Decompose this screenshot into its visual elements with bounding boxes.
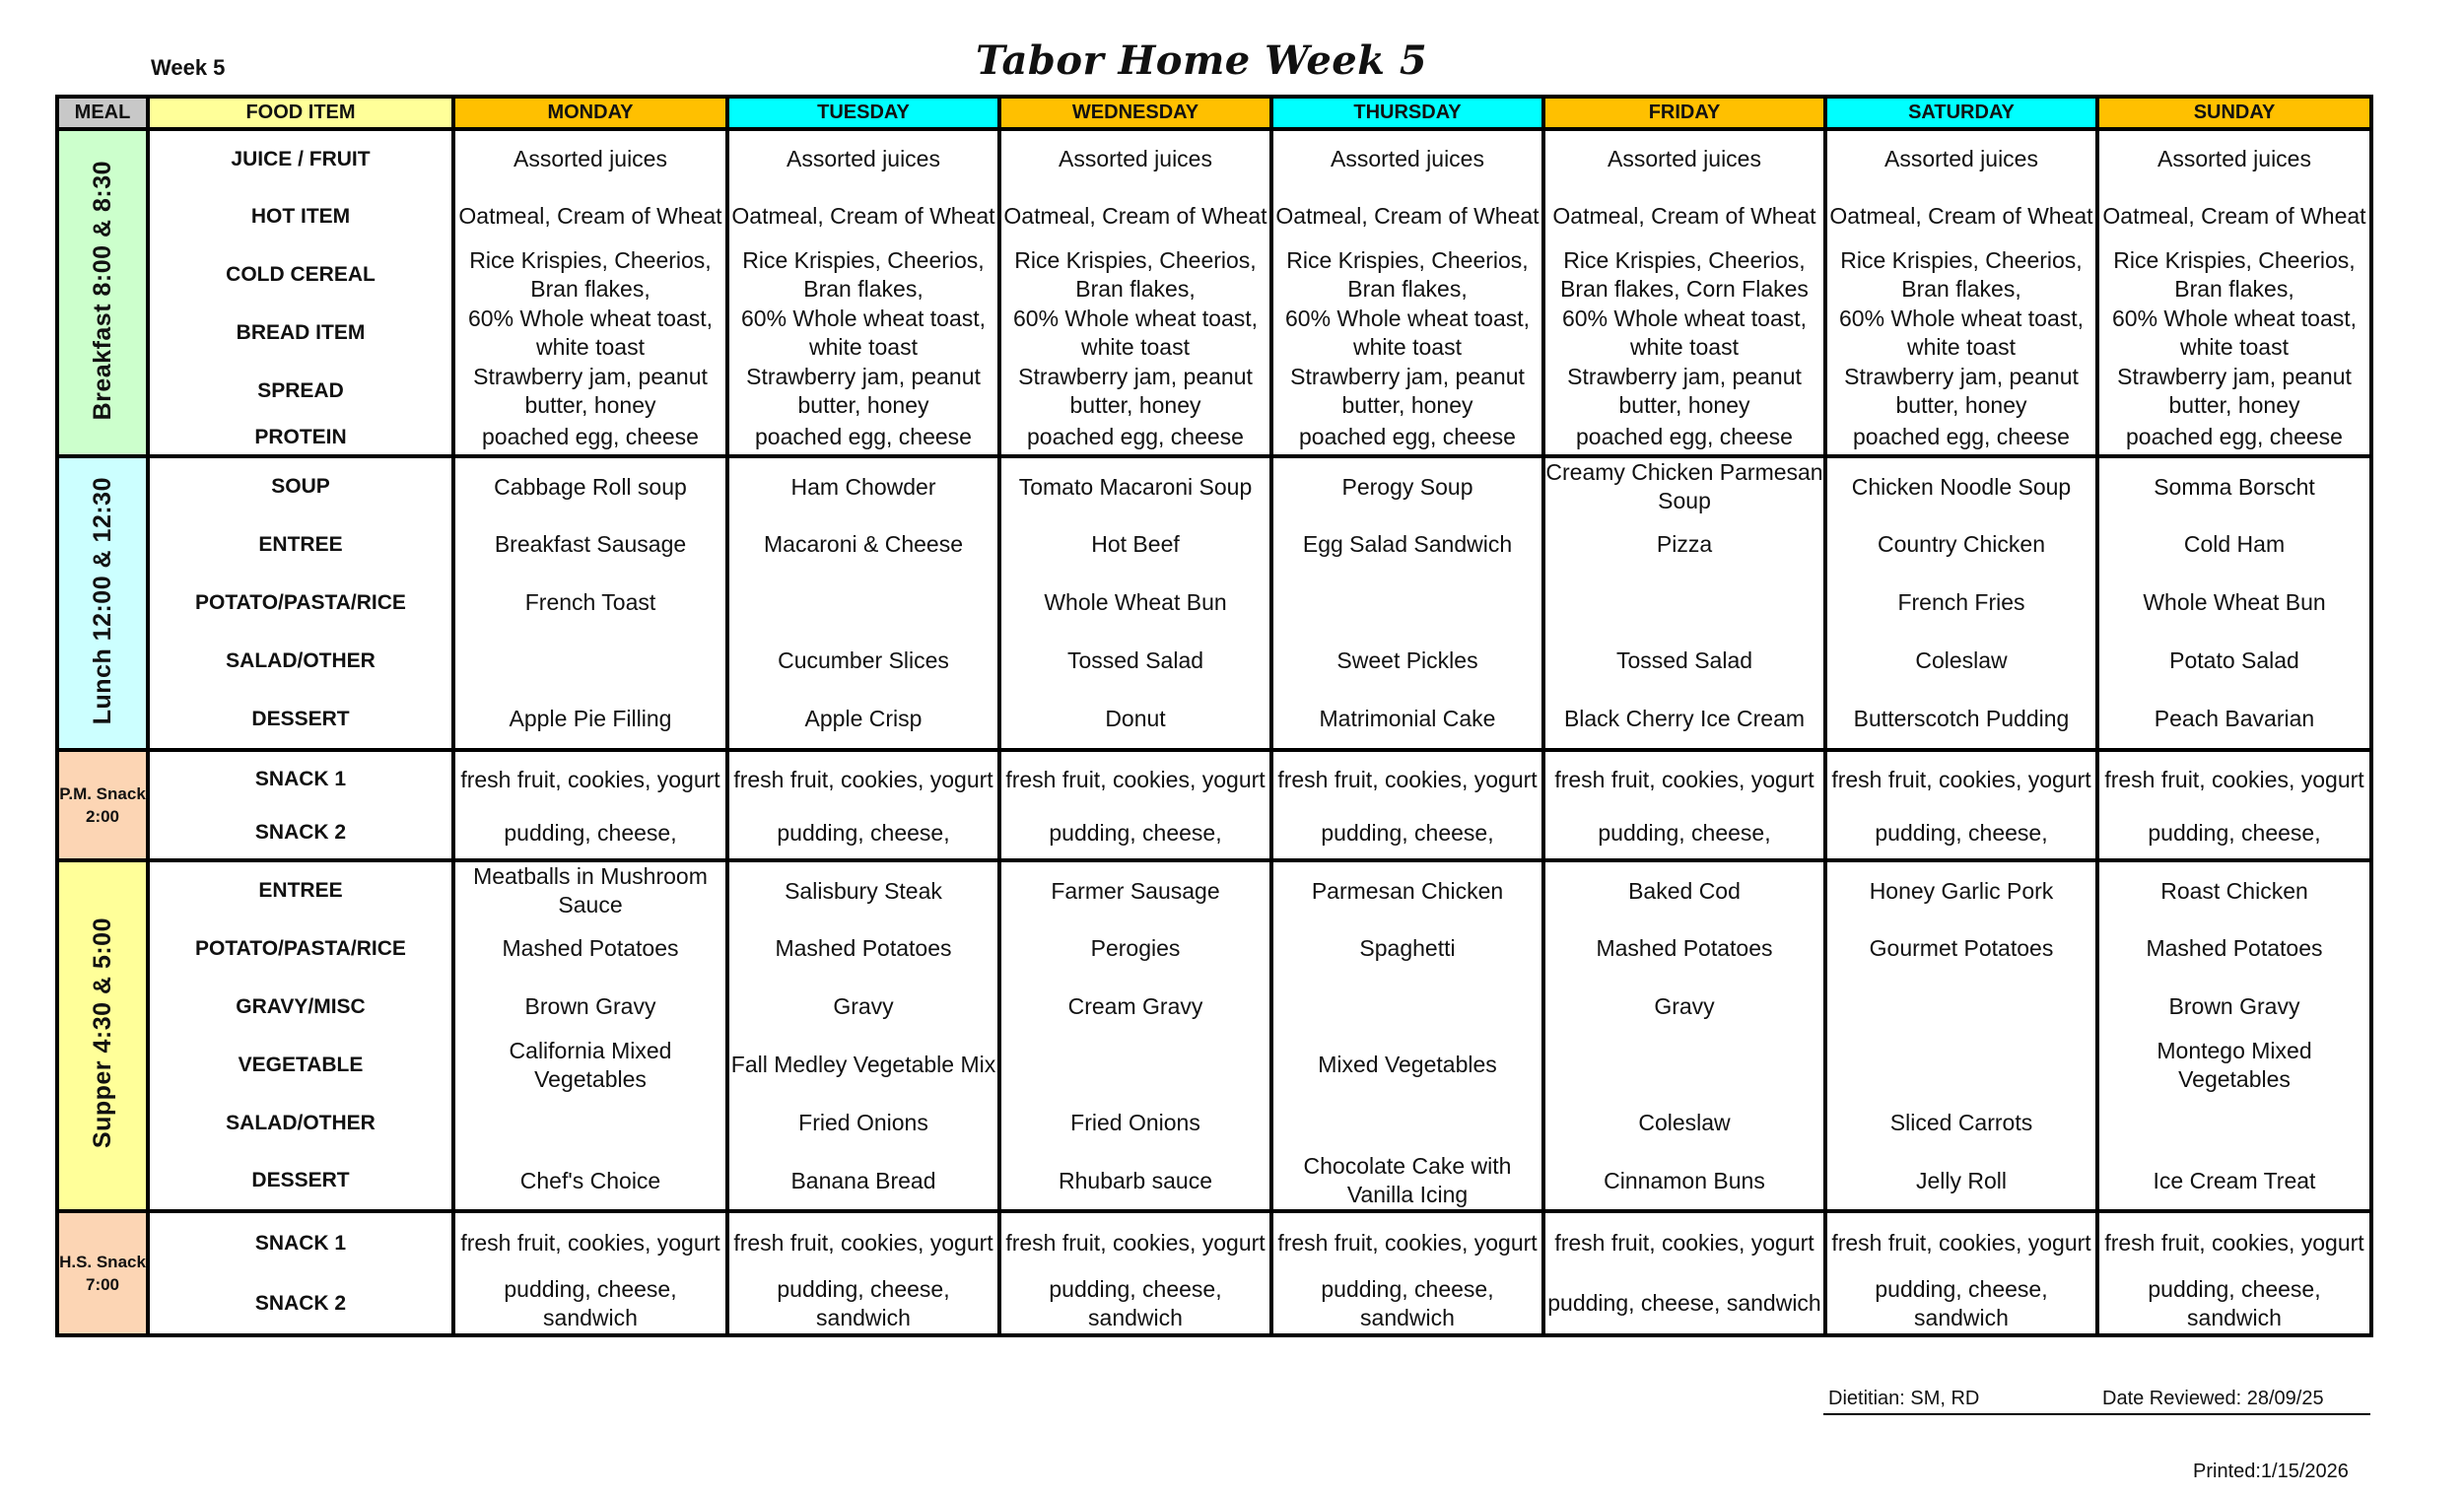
menu-cell-friday: Assorted juices (1543, 129, 1825, 187)
menu-cell-tuesday: 60% Whole wheat toast, white toast (727, 304, 999, 362)
meal-label-cell (57, 456, 148, 750)
menu-cell-friday: Coleslaw (1543, 1094, 1825, 1152)
menu-cell-wednesday: Hot Beef (999, 515, 1271, 574)
printed-date: Printed:1/15/2026 (2193, 1461, 2349, 1482)
menu-cell-saturday: Assorted juices (1825, 129, 2097, 187)
menu-cell-sunday: Mashed Potatoes (2097, 919, 2371, 978)
food-item-label: HOT ITEM (148, 187, 453, 245)
menu-cell-monday: 60% Whole wheat toast, white toast (453, 304, 727, 362)
menu-cell-wednesday: pudding, cheese, (999, 807, 1271, 860)
menu-cell-saturday: Gourmet Potatoes (1825, 919, 2097, 978)
menu-cell-saturday: pudding, cheese, (1825, 807, 2097, 860)
menu-cell-friday: Pizza (1543, 515, 1825, 574)
menu-cell-sunday: Brown Gravy (2097, 978, 2371, 1036)
menu-cell-tuesday: fresh fruit, cookies, yogurt (727, 1211, 999, 1273)
menu-cell-thursday: pudding, cheese, (1271, 807, 1543, 860)
menu-cell-tuesday: Mashed Potatoes (727, 919, 999, 978)
menu-cell-friday (1543, 574, 1825, 632)
menu-cell-monday: Mashed Potatoes (453, 919, 727, 978)
menu-cell-monday: Meatballs in Mushroom Sauce (453, 860, 727, 919)
meal-label: Supper 4:30 & 5:00 (88, 918, 116, 1149)
menu-cell-thursday: Sweet Pickles (1271, 632, 1543, 690)
menu-cell-wednesday: Donut (999, 690, 1271, 750)
menu-cell-thursday (1271, 574, 1543, 632)
meal-label-cell (57, 129, 148, 456)
meal-label-cell (57, 750, 148, 860)
menu-cell-sunday: poached egg, cheese (2097, 420, 2371, 456)
menu-cell-monday: poached egg, cheese (453, 420, 727, 456)
menu-cell-friday: Baked Cod (1543, 860, 1825, 919)
menu-cell-wednesday: Farmer Sausage (999, 860, 1271, 919)
food-item-label: JUICE / FRUIT (148, 129, 453, 187)
menu-cell-thursday: Matrimonial Cake (1271, 690, 1543, 750)
food-item-label: VEGETABLE (148, 1036, 453, 1094)
menu-cell-sunday: Potato Salad (2097, 632, 2371, 690)
table-row (57, 304, 2371, 362)
day-header-wednesday: WEDNESDAY (999, 97, 1271, 129)
food-item-label: COLD CEREAL (148, 245, 453, 304)
menu-cell-monday: Brown Gravy (453, 978, 727, 1036)
menu-cell-wednesday: Tomato Macaroni Soup (999, 456, 1271, 515)
menu-cell-saturday: fresh fruit, cookies, yogurt (1825, 750, 2097, 807)
table-row (57, 1152, 2371, 1211)
food-item-label: POTATO/PASTA/RICE (148, 919, 453, 978)
menu-cell-saturday: Country Chicken (1825, 515, 2097, 574)
dietitian-signature: Dietitian: SM, RD (1828, 1388, 1980, 1409)
menu-cell-thursday: fresh fruit, cookies, yogurt (1271, 1211, 1543, 1273)
menu-cell-wednesday: Perogies (999, 919, 1271, 978)
table-row (57, 978, 2371, 1036)
menu-cell-saturday: Rice Krispies, Cheerios, Bran flakes, (1825, 245, 2097, 304)
menu-cell-wednesday: Oatmeal, Cream of Wheat (999, 187, 1271, 245)
menu-cell-wednesday: poached egg, cheese (999, 420, 1271, 456)
menu-cell-friday: Cinnamon Buns (1543, 1152, 1825, 1211)
food-item-label: BREAD ITEM (148, 304, 453, 362)
table-row (57, 1273, 2371, 1335)
menu-cell-saturday: 60% Whole wheat toast, white toast (1825, 304, 2097, 362)
food-item-label: SPREAD (148, 362, 453, 420)
menu-cell-tuesday (727, 574, 999, 632)
menu-cell-friday: Strawberry jam, peanut butter, honey (1543, 362, 1825, 420)
menu-cell-friday: Black Cherry Ice Cream (1543, 690, 1825, 750)
menu-cell-monday: Cabbage Roll soup (453, 456, 727, 515)
menu-cell-friday (1543, 1036, 1825, 1094)
menu-cell-tuesday: Cucumber Slices (727, 632, 999, 690)
menu-cell-thursday (1271, 978, 1543, 1036)
menu-cell-wednesday: Cream Gravy (999, 978, 1271, 1036)
menu-cell-friday: Oatmeal, Cream of Wheat (1543, 187, 1825, 245)
menu-cell-tuesday: Macaroni & Cheese (727, 515, 999, 574)
menu-cell-tuesday: pudding, cheese, (727, 807, 999, 860)
table-row (57, 187, 2371, 245)
menu-cell-tuesday: Fall Medley Vegetable Mix (727, 1036, 999, 1094)
table-row (57, 362, 2371, 420)
table-row (57, 515, 2371, 574)
header-row (57, 97, 2371, 129)
menu-cell-monday: fresh fruit, cookies, yogurt (453, 750, 727, 807)
day-header-sunday: SUNDAY (2097, 97, 2371, 129)
food-item-label: ENTREE (148, 860, 453, 919)
menu-cell-saturday: Oatmeal, Cream of Wheat (1825, 187, 2097, 245)
food-item-label: DESSERT (148, 1152, 453, 1211)
menu-cell-friday: Mashed Potatoes (1543, 919, 1825, 978)
food-item-label: GRAVY/MISC (148, 978, 453, 1036)
menu-cell-monday: pudding, cheese, sandwich (453, 1273, 727, 1335)
menu-cell-saturday: Honey Garlic Pork (1825, 860, 2097, 919)
menu-cell-sunday: Whole Wheat Bun (2097, 574, 2371, 632)
food-item-column-header: FOOD ITEM (148, 97, 453, 129)
menu-cell-friday: poached egg, cheese (1543, 420, 1825, 456)
table-row (57, 750, 2371, 807)
meal-label: H.S. Snack 7:00 (59, 1253, 146, 1294)
menu-cell-sunday (2097, 1094, 2371, 1152)
food-item-label: DESSERT (148, 690, 453, 750)
menu-cell-thursday: Oatmeal, Cream of Wheat (1271, 187, 1543, 245)
menu-cell-friday: Gravy (1543, 978, 1825, 1036)
menu-cell-thursday: Egg Salad Sandwich (1271, 515, 1543, 574)
menu-cell-thursday: Spaghetti (1271, 919, 1543, 978)
day-header-saturday: SATURDAY (1825, 97, 2097, 129)
menu-cell-monday: Assorted juices (453, 129, 727, 187)
menu-cell-thursday: Parmesan Chicken (1271, 860, 1543, 919)
menu-cell-monday: fresh fruit, cookies, yogurt (453, 1211, 727, 1273)
food-item-label: SNACK 2 (148, 1273, 453, 1335)
menu-cell-monday: California Mixed Vegetables (453, 1036, 727, 1094)
menu-cell-thursday: poached egg, cheese (1271, 420, 1543, 456)
menu-cell-friday: Tossed Salad (1543, 632, 1825, 690)
day-header-friday: FRIDAY (1543, 97, 1825, 129)
menu-cell-wednesday: Rice Krispies, Cheerios, Bran flakes, (999, 245, 1271, 304)
menu-cell-sunday: 60% Whole wheat toast, white toast (2097, 304, 2371, 362)
meal-label: P.M. Snack 2:00 (59, 784, 146, 826)
menu-cell-wednesday: Rhubarb sauce (999, 1152, 1271, 1211)
menu-cell-monday: Apple Pie Filling (453, 690, 727, 750)
menu-cell-sunday: Strawberry jam, peanut butter, honey (2097, 362, 2371, 420)
food-item-label: SALAD/OTHER (148, 632, 453, 690)
menu-cell-monday: Breakfast Sausage (453, 515, 727, 574)
menu-cell-thursday: pudding, cheese, sandwich (1271, 1273, 1543, 1335)
menu-cell-friday: fresh fruit, cookies, yogurt (1543, 1211, 1825, 1273)
food-item-label: SNACK 2 (148, 807, 453, 860)
menu-cell-tuesday: Rice Krispies, Cheerios, Bran flakes, (727, 245, 999, 304)
food-item-label: ENTREE (148, 515, 453, 574)
menu-cell-monday: Rice Krispies, Cheerios, Bran flakes, (453, 245, 727, 304)
menu-cell-saturday: Jelly Roll (1825, 1152, 2097, 1211)
menu-cell-monday: Chef's Choice (453, 1152, 727, 1211)
menu-cell-thursday: Rice Krispies, Cheerios, Bran flakes, (1271, 245, 1543, 304)
menu-cell-monday: French Toast (453, 574, 727, 632)
menu-cell-wednesday: Whole Wheat Bun (999, 574, 1271, 632)
menu-cell-wednesday: fresh fruit, cookies, yogurt (999, 750, 1271, 807)
menu-cell-friday: pudding, cheese, (1543, 807, 1825, 860)
table-row (57, 456, 2371, 515)
menu-body (57, 129, 2371, 1335)
menu-cell-sunday: Roast Chicken (2097, 860, 2371, 919)
menu-cell-saturday: Strawberry jam, peanut butter, honey (1825, 362, 2097, 420)
menu-cell-tuesday: Gravy (727, 978, 999, 1036)
menu-cell-tuesday: Salisbury Steak (727, 860, 999, 919)
menu-cell-saturday: Coleslaw (1825, 632, 2097, 690)
menu-cell-sunday: fresh fruit, cookies, yogurt (2097, 1211, 2371, 1273)
menu-cell-sunday: Cold Ham (2097, 515, 2371, 574)
menu-cell-wednesday: pudding, cheese, sandwich (999, 1273, 1271, 1335)
menu-cell-saturday: Butterscotch Pudding (1825, 690, 2097, 750)
food-item-label: SNACK 1 (148, 750, 453, 807)
menu-cell-wednesday: Fried Onions (999, 1094, 1271, 1152)
menu-cell-tuesday: poached egg, cheese (727, 420, 999, 456)
menu-cell-sunday: Peach Bavarian (2097, 690, 2371, 750)
menu-cell-wednesday: Strawberry jam, peanut butter, honey (999, 362, 1271, 420)
menu-cell-monday: pudding, cheese, (453, 807, 727, 860)
menu-cell-saturday: pudding, cheese, sandwich (1825, 1273, 2097, 1335)
menu-cell-monday (453, 632, 727, 690)
food-item-label: SALAD/OTHER (148, 1094, 453, 1152)
menu-cell-sunday: Oatmeal, Cream of Wheat (2097, 187, 2371, 245)
meal-label-cell (57, 1211, 148, 1335)
signature-line (1823, 1413, 2370, 1415)
menu-cell-thursday: fresh fruit, cookies, yogurt (1271, 750, 1543, 807)
week-label: Week 5 (151, 55, 226, 80)
menu-cell-monday: Strawberry jam, peanut butter, honey (453, 362, 727, 420)
menu-cell-tuesday: pudding, cheese, sandwich (727, 1273, 999, 1335)
meal-label: Lunch 12:00 & 12:30 (88, 476, 116, 725)
menu-cell-saturday: Chicken Noodle Soup (1825, 456, 2097, 515)
menu-table (55, 95, 2373, 1337)
menu-cell-tuesday: fresh fruit, cookies, yogurt (727, 750, 999, 807)
menu-cell-sunday: fresh fruit, cookies, yogurt (2097, 750, 2371, 807)
table-row (57, 574, 2371, 632)
table-row (57, 1036, 2371, 1094)
food-item-label: POTATO/PASTA/RICE (148, 574, 453, 632)
menu-cell-thursday: Strawberry jam, peanut butter, honey (1271, 362, 1543, 420)
menu-cell-sunday: Ice Cream Treat (2097, 1152, 2371, 1211)
menu-cell-thursday (1271, 1094, 1543, 1152)
day-header-tuesday: TUESDAY (727, 97, 999, 129)
menu-cell-sunday: pudding, cheese, (2097, 807, 2371, 860)
table-row (57, 807, 2371, 860)
menu-cell-wednesday: Assorted juices (999, 129, 1271, 187)
menu-cell-friday: Rice Krispies, Cheerios, Bran flakes, Corn Flakes (1543, 245, 1825, 304)
menu-cell-saturday (1825, 978, 2097, 1036)
table-row (57, 1094, 2371, 1152)
date-reviewed: Date Reviewed: 28/09/25 (2102, 1388, 2324, 1409)
menu-cell-tuesday: Banana Bread (727, 1152, 999, 1211)
table-row (57, 632, 2371, 690)
food-item-label: SNACK 1 (148, 1211, 453, 1273)
menu-cell-wednesday: Tossed Salad (999, 632, 1271, 690)
menu-cell-saturday: fresh fruit, cookies, yogurt (1825, 1211, 2097, 1273)
page-title: Tabor Home Week 5 (976, 37, 1428, 84)
meal-label-cell (57, 860, 148, 1211)
menu-cell-thursday: Assorted juices (1271, 129, 1543, 187)
menu-cell-monday (453, 1094, 727, 1152)
table-row (57, 1211, 2371, 1273)
menu-cell-thursday: Mixed Vegetables (1271, 1036, 1543, 1094)
table-row (57, 420, 2371, 456)
menu-cell-thursday: Chocolate Cake with Vanilla Icing (1271, 1152, 1543, 1211)
menu-cell-friday: pudding, cheese, sandwich (1543, 1273, 1825, 1335)
table-row (57, 129, 2371, 187)
menu-cell-thursday: Perogy Soup (1271, 456, 1543, 515)
menu-cell-tuesday: Assorted juices (727, 129, 999, 187)
menu-cell-saturday (1825, 1036, 2097, 1094)
menu-cell-saturday: French Fries (1825, 574, 2097, 632)
menu-cell-friday: Creamy Chicken Parmesan Soup (1543, 456, 1825, 515)
food-item-label: PROTEIN (148, 420, 453, 456)
menu-cell-sunday: Assorted juices (2097, 129, 2371, 187)
table-row (57, 919, 2371, 978)
food-item-label: SOUP (148, 456, 453, 515)
menu-cell-wednesday: 60% Whole wheat toast, white toast (999, 304, 1271, 362)
table-row (57, 245, 2371, 304)
menu-cell-monday: Oatmeal, Cream of Wheat (453, 187, 727, 245)
table-row (57, 690, 2371, 750)
menu-cell-wednesday (999, 1036, 1271, 1094)
day-header-monday: MONDAY (453, 97, 727, 129)
menu-cell-thursday: 60% Whole wheat toast, white toast (1271, 304, 1543, 362)
menu-cell-sunday: pudding, cheese, sandwich (2097, 1273, 2371, 1335)
menu-cell-tuesday: Fried Onions (727, 1094, 999, 1152)
menu-cell-sunday: Montego Mixed Vegetables (2097, 1036, 2371, 1094)
table-row (57, 860, 2371, 919)
day-header-thursday: THURSDAY (1271, 97, 1543, 129)
menu-cell-wednesday: fresh fruit, cookies, yogurt (999, 1211, 1271, 1273)
menu-cell-tuesday: Apple Crisp (727, 690, 999, 750)
menu-cell-tuesday: Oatmeal, Cream of Wheat (727, 187, 999, 245)
menu-cell-saturday: Sliced Carrots (1825, 1094, 2097, 1152)
menu-cell-saturday: poached egg, cheese (1825, 420, 2097, 456)
meal-column-header: MEAL (57, 97, 148, 129)
menu-cell-tuesday: Strawberry jam, peanut butter, honey (727, 362, 999, 420)
menu-cell-friday: 60% Whole wheat toast, white toast (1543, 304, 1825, 362)
menu-cell-friday: fresh fruit, cookies, yogurt (1543, 750, 1825, 807)
menu-cell-tuesday: Ham Chowder (727, 456, 999, 515)
menu-cell-sunday: Rice Krispies, Cheerios, Bran flakes, (2097, 245, 2371, 304)
meal-label: Breakfast 8:00 & 8:30 (88, 160, 116, 421)
menu-cell-sunday: Somma Borscht (2097, 456, 2371, 515)
